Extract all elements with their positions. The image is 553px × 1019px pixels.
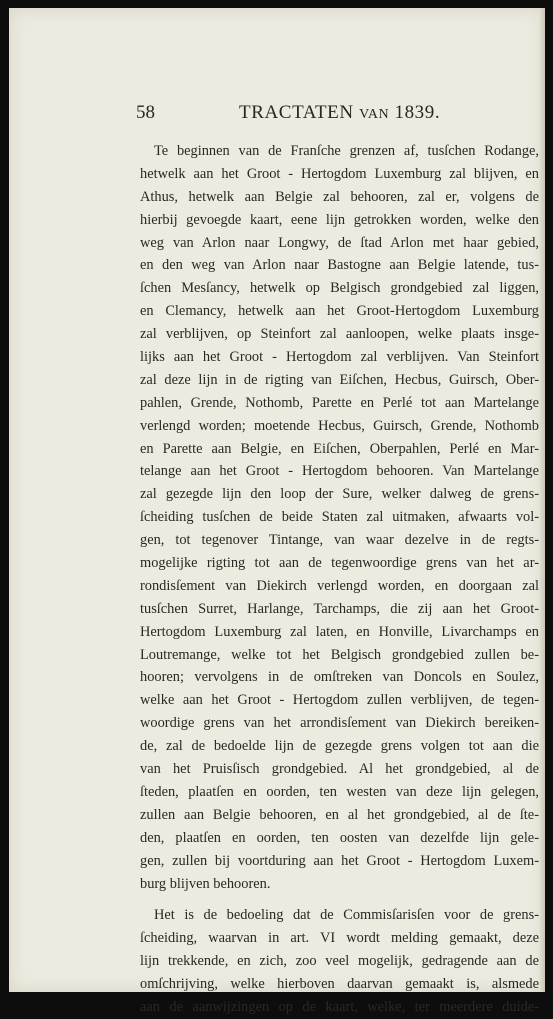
text-line: lijks aan het Groot - Hertogdom zal verblijven. Van Steinfort bbox=[140, 349, 539, 366]
body-text bbox=[140, 140, 539, 1019]
text-line: zal deze lijn in de rigting van Eiſchen, Hecbus, Guirsch, Ober- bbox=[140, 371, 539, 388]
running-header bbox=[9, 102, 545, 132]
text-line: ſcheiding tusſchen de beide Staten zal uitmaken, afwaarts vol- bbox=[140, 509, 539, 526]
text-line: ſchen Mesſancy, hetwelk op Belgisch grondgebied zal liggen, bbox=[140, 280, 539, 297]
text-line: de, zal de bedoelde lijn de gezegde grens volgen tot aan die bbox=[140, 738, 539, 755]
text-line: zal gezegde lijn den loop der Sure, welker dalweg de grens- bbox=[140, 486, 539, 503]
text-line: Hertogdom Luxemburg zal laten, en Honville, Livarchamps en bbox=[140, 623, 539, 640]
text-line: hierbij gevoegde kaart, eene lijn getrokken worden, welke den bbox=[140, 211, 539, 228]
text-line: gen, tot tegenover Tintange, van waar dezelve in de regts- bbox=[140, 532, 539, 549]
text-line: omſchrijving, welke hierboven daarvan gemaakt is, alsmede bbox=[140, 976, 539, 993]
book-page bbox=[9, 8, 545, 1015]
text-line: zullen aan Belgie behooren, en al het grondgebied, al de ſte- bbox=[140, 806, 539, 823]
page-edge-shadow bbox=[539, 8, 545, 992]
text-line: en den weg van Arlon naar Bastogne aan Belgie latende, tus- bbox=[140, 257, 539, 274]
text-line: telange aan het Groot - Hertogdom behooren. Van Martelange bbox=[140, 463, 539, 480]
text-line: mogelijke rigting tot aan de tegenwoordige grens van het ar- bbox=[140, 555, 539, 572]
text-line: Loutremange, welke tot het Belgisch grondgebied zullen be- bbox=[140, 646, 539, 663]
page-number: 58 bbox=[136, 102, 155, 123]
running-title-year: 1839. bbox=[394, 102, 441, 123]
text-line: woordige grens van het arrondisſement van Diekirch bereiken- bbox=[140, 715, 539, 732]
text-line: weg van Arlon naar Longwy, de ſtad Arlon met haar gebied, bbox=[140, 234, 539, 251]
text-line: van het Pruisſisch grondgebied. Al het grondgebied, al de bbox=[140, 761, 539, 778]
running-title bbox=[239, 102, 440, 124]
text-line: tusſchen Surret, Harlange, Tarchamps, die zij aan het Groot- bbox=[140, 600, 539, 617]
paragraph-gap bbox=[140, 895, 539, 904]
text-line: Te beginnen van de Franſche grenzen af, tusſchen Rodange, bbox=[154, 143, 539, 159]
running-title-van: VAN bbox=[359, 107, 390, 122]
text-line: hetwelk aan het Groot - Hertogdom Luxemburg zal blijven, en bbox=[140, 165, 539, 182]
text-line: gen, zullen bij voortduring aan het Groot - Hertogdom Luxem- bbox=[140, 852, 539, 869]
text-line: lijn trekkende, en zich, zoo veel mogelijk, gedragende aan de bbox=[140, 953, 539, 970]
text-line: welke aan het Groot - Hertogdom zullen verblijven, de tegen- bbox=[140, 692, 539, 709]
text-line: ſcheiding, waarvan in art. VI wordt melding gemaakt, deze bbox=[140, 930, 539, 947]
paragraph bbox=[140, 904, 539, 1018]
text-line: Athus, hetwelk aan Belgie zal behooren, zal er, volgens de bbox=[140, 188, 539, 205]
text-line: verlengd worden; moetende Hecbus, Guirsch, Grende, Nothomb bbox=[140, 417, 539, 434]
text-line: Het is de bedoeling dat de Commisſarisſen voor de grens- bbox=[154, 907, 539, 924]
text-line: burg blijven behooren. bbox=[140, 875, 271, 892]
text-line: rondisſement van Diekirch verlengd worden, en doorgaan zal bbox=[140, 577, 539, 594]
text-line: zal verblijven, op Steinfort zal aanloopen, welke plaats insge- bbox=[140, 326, 539, 343]
text-line: hooren; vervolgens in de omſtreken van Doncols en Soulez, bbox=[140, 669, 539, 686]
text-line: den, plaatſen en oorden, ten oosten van dezelfde lijn gele- bbox=[140, 829, 539, 846]
text-line: en Clemancy, hetwelk aan het Groot-Hertogdom Luxemburg bbox=[140, 303, 539, 320]
text-line: ſteden, plaatſen en oorden, ten westen van deze lijn gelegen, bbox=[140, 783, 539, 800]
running-title-main: TRACTATEN bbox=[239, 102, 354, 123]
paragraph bbox=[140, 140, 539, 895]
text-line: en Parette aan Belgie, en Eiſchen, Oberpahlen, Perlé en Mar- bbox=[140, 440, 539, 457]
text-line: aan de aanwijzingen op de kaart, welke, ter meerdere duide- bbox=[140, 998, 539, 1015]
text-line: pahlen, Grende, Nothomb, Parette en Perlé tot aan Martelange bbox=[140, 394, 539, 411]
